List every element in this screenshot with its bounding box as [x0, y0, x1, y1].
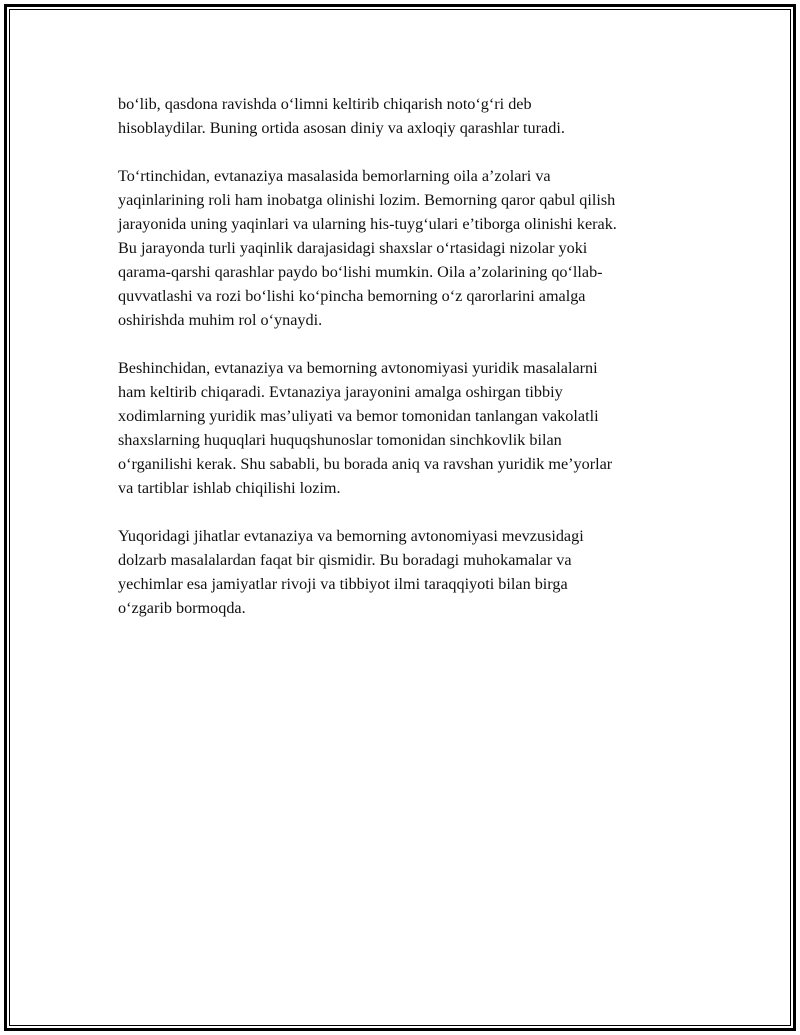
paragraph-fifth-point: Beshinchidan, evtanaziya va bemorning avtonomiyasi yuridik masalalarni ham keltirib chiqaradi. Evtanaziya jarayonini amalga oshirgan tibbiy xodimlarning yuridik mas’uliyati va bemor tomonidan tanlangan vakolatli shaxslarning huquqlari huquqshunoslar tomonidan sinchkovlik bilan o‘rganilishi kerak. Shu sababli, bu borada aniq va ravshan yuridik me’yorlar va tartiblar ishlab chiqilishi lozim.: [118, 359, 613, 497]
document-body: [118, 92, 688, 644]
paragraph-fourth-point: To‘rtinchidan, evtanaziya masalasida bemorlarning oila a’zolari va yaqinlarining roli ham inobatga olinishi lozim. Bemorning qaror qabul qilish jarayonida uning yaqinlari va ularning his-tuyg‘ulari e’tiborga olinishi kerak. Bu jarayonda turli yaqinlik darajasidagi shaxslar o‘rtasidagi nizolar yoki qarama-qarshi qarashlar paydo bo‘lishi mumkin. Oila a’zolarining qo‘llab- quvvatlashi va rozi bo‘lishi ko‘pincha bemorning o‘z qarorlarini amalga oshirishda muhim rol o‘ynaydi.: [118, 167, 617, 329]
paragraph-continuation: bo‘lib, qasdona ravishda o‘limni keltirib chiqarish noto‘g‘ri deb hisoblaydilar. Buning ortida asosan diniy va axloqiy qarashlar turadi.: [118, 95, 565, 137]
paragraph-conclusion: Yuqoridagi jihatlar evtanaziya va bemorning avtonomiyasi mevzusidagi dolzarb masalalardan faqat bir qismidir. Bu boradagi muhokamalar va yechimlar esa jamiyatlar rivoji va tibbiyot ilmi taraqqiyoti bilan birga o‘zgarib bormoqda.: [118, 527, 584, 617]
